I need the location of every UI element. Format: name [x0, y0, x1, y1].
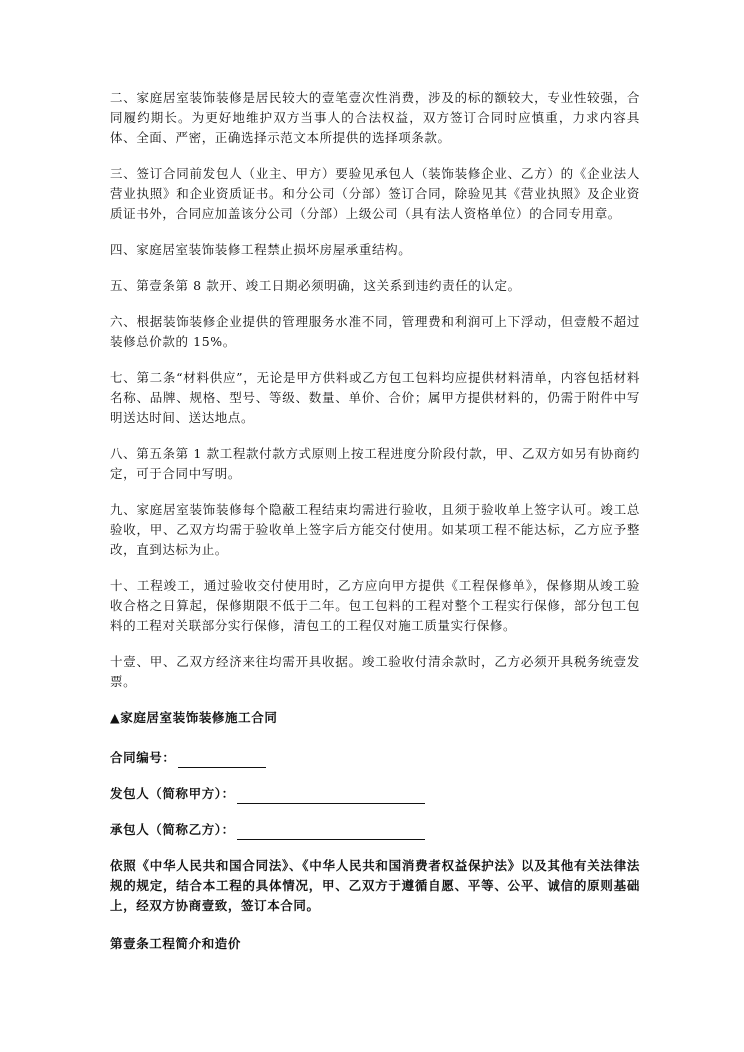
paragraph-11: 十壹、甲、乙双方经济来往均需开具收据。竣工验收付清余款时，乙方必须开具税务统壹发票。 [110, 654, 640, 689]
paragraph-8: 八、第五条第 1 款工程款付款方式原则上按工程进度分阶段付款，甲、乙双方如另有协商约定，可于合同中写明。 [110, 446, 640, 481]
contract-title: ▲家庭居室装饰装修施工合同 [110, 710, 278, 725]
paragraph-7: 七、第二条“材料供应”，无论是甲方供料或乙方包工包料均应提供材料清单，内容包括材料名称、品牌、规格、型号、等级、数量、单价、合价；属甲方提供材料的，仍需于附件中写明送达时间、送达地点。 [110, 370, 640, 425]
employer-blank [237, 789, 425, 804]
paragraph-3: 三、签订合同前发包人（业主、甲方）要验见承包人（装饰装修企业、乙方）的《企业法人营业执照》和企业资质证书。和分公司（分部）签订合同，除验见其《营业执照》及企业资质证书外，合同应加盖该分公司（分部）上级公司（具有法人资格单位）的合同专用章。 [110, 166, 640, 221]
paragraph-10: 十、工程竣工，通过验收交付使用时，乙方应向甲方提供《工程保修单》，保修期从竣工验收合格之日算起，保修期限不低于二年。包工包料的工程对整个工程实行保修，部分包工包料的工程对关联部分实行保修，清包工的工程仅对施工质量实行保修。 [110, 578, 640, 633]
employer-label: 发包人（简称甲方）： [110, 786, 235, 801]
paragraph-5: 五、第壹条第 8 款开、竣工日期必须明确，这关系到违约责任的认定。 [110, 278, 521, 293]
contractor-field [110, 820, 640, 840]
paragraph-6: 六、根据装饰装修企业提供的管理服务水准不同，管理费和利润可上下浮动，但壹般不超过装修总价款的 15%。 [110, 314, 640, 349]
contractor-label: 承包人（简称乙方）： [110, 822, 235, 837]
section-1-title: 第壹条工程简介和造价 [110, 936, 242, 951]
paragraph-2: 二、家庭居室装饰装修是居民较大的壹笔壹次性消费，涉及的标的额较大，专业性较强，合同履约期长。为更好地维护双方当事人的合法权益，双方签订合同时应慎重，力求内容具体、全面、严密，正确选择示范文本所提供的选择项条款。 [110, 90, 640, 145]
contractor-blank [237, 825, 425, 840]
contract-number-label: 合同编号： [110, 750, 176, 765]
contract-number-field [110, 748, 640, 768]
paragraph-4: 四、家庭居室装饰装修工程禁止损坏房屋承重结构。 [110, 242, 412, 257]
contract-number-blank [178, 753, 266, 768]
document-page [110, 88, 640, 974]
employer-field [110, 784, 640, 804]
contract-preamble: 依照《中华人民共和国合同法》、《中华人民共和国消费者权益保护法》以及其他有关法律法规的规定，结合本工程的具体情况，甲、乙双方于遵循自愿、平等、公平、诚信的原则基础上，经双方协商壹致，签订本合同。 [110, 858, 640, 913]
paragraph-9: 九、家庭居室装饰装修每个隐蔽工程结束均需进行验收，且须于验收单上签字认可。竣工总验收，甲、乙双方均需于验收单上签字后方能交付使用。如某项工程不能达标，乙方应予整改，直到达标为止。 [110, 502, 640, 557]
